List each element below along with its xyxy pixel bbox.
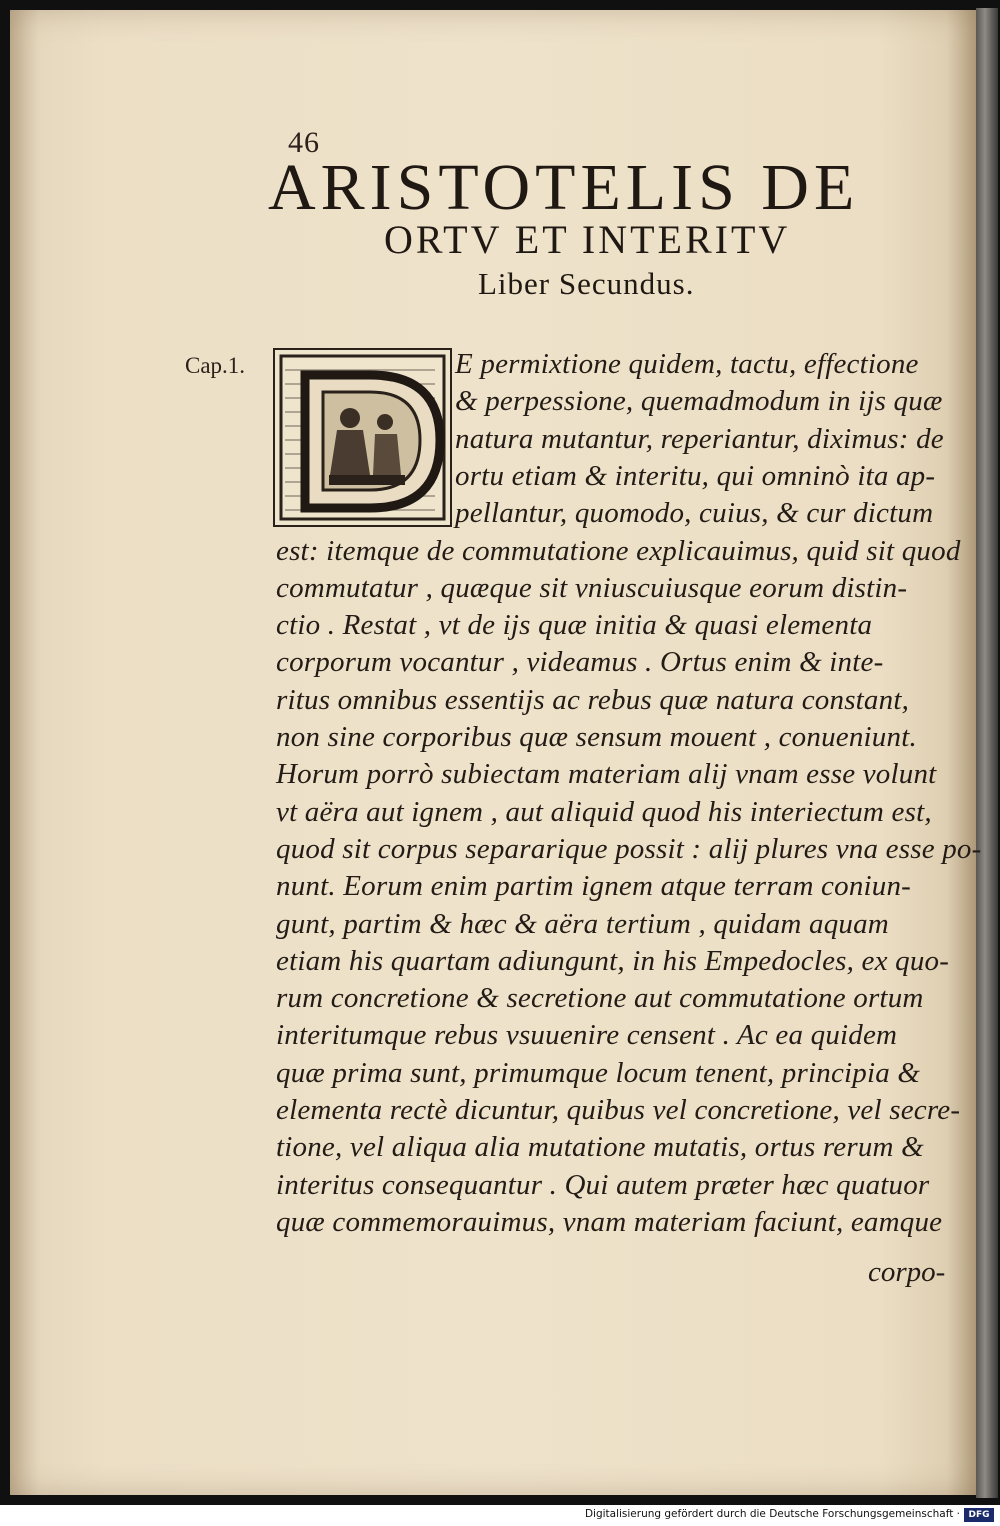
text-line: E permixtione quidem, tactu, effectione	[455, 348, 919, 380]
text-line: corporum vocantur , videamus . Ortus enim & inte-	[276, 646, 884, 679]
text-line: etiam his quartam adiungunt, in his Empedocles, ex quo-	[276, 944, 950, 977]
text-line: quæ commemorauimus, vnam materiam faciunt, eamque	[276, 1205, 943, 1238]
text-line: interitumque rebus vsuuenire censent . Ac ea quidem	[276, 1019, 898, 1052]
text-line: rum concretione & secretione aut commutatione ortum	[276, 982, 924, 1015]
text-line: nunt. Eorum enim partim ignem atque terram coniun-	[276, 870, 912, 903]
footer-bar	[0, 1505, 1000, 1526]
dfg-logo: DFG	[964, 1508, 994, 1522]
text-line: & perpessione, quemadmodum in ijs quæ	[455, 385, 943, 418]
decorated-initial	[273, 348, 452, 527]
title-sub: ORTV ET INTERITV	[384, 217, 791, 262]
text-line: commutatur , quæque sit vniuscuiusque eorum distin-	[276, 571, 908, 604]
text-line: pellantur, quomodo, cuius, & cur dictum	[455, 497, 934, 530]
text-line: tione, vel aliqua alia mutatione mutatis, ortus rerum &	[276, 1131, 924, 1164]
text-line: natura mutantur, reperiantur, diximus: de	[455, 422, 944, 455]
text-line: ortu etiam & interitu, qui omninò ita ap-	[455, 459, 936, 492]
chapter-margin-note: Cap.1.	[185, 353, 246, 378]
text-line: quod sit corpus separarique possit : alij plures vna esse po-	[276, 832, 982, 865]
text-line: quæ prima sunt, primumque locum tenent, principia &	[276, 1056, 921, 1089]
page-number: 46	[288, 126, 320, 159]
text-line: vt aëra aut ignem , aut aliquid quod his interiectum est,	[276, 795, 932, 828]
text-line: gunt, partim & hæc & aëra tertium , quidam aquam	[276, 907, 889, 940]
text-line: ctio . Restat , vt de ijs quæ initia & quasi elementa	[276, 609, 873, 642]
book-title: Liber Secundus.	[478, 266, 695, 301]
text-line: non sine corporibus quæ sensum mouent , conueniunt.	[276, 721, 917, 753]
funding-notice: Digitalisierung gefördert durch die Deutsche Forschungsgemeinschaft ·	[584, 1508, 960, 1520]
text-line: elementa rectè dicuntur, quibus vel concretione, vel secre-	[276, 1094, 961, 1126]
text-line: Horum porrò subiectam materiam alij vnam esse volunt	[276, 758, 937, 791]
catchword: corpo-	[868, 1256, 946, 1288]
text-line: est: itemque de commutatione explicauimus, quid sit quod	[276, 534, 961, 567]
woodcut-initial-illustration	[275, 350, 450, 525]
text-line: ritus omnibus essentijs ac rebus quæ natura constant,	[276, 683, 910, 716]
title-main: ARISTOTELIS DE	[268, 151, 860, 224]
text-line: interitus consequantur . Qui autem præter hæc quatuor	[276, 1168, 930, 1201]
page-edge	[976, 8, 998, 1498]
